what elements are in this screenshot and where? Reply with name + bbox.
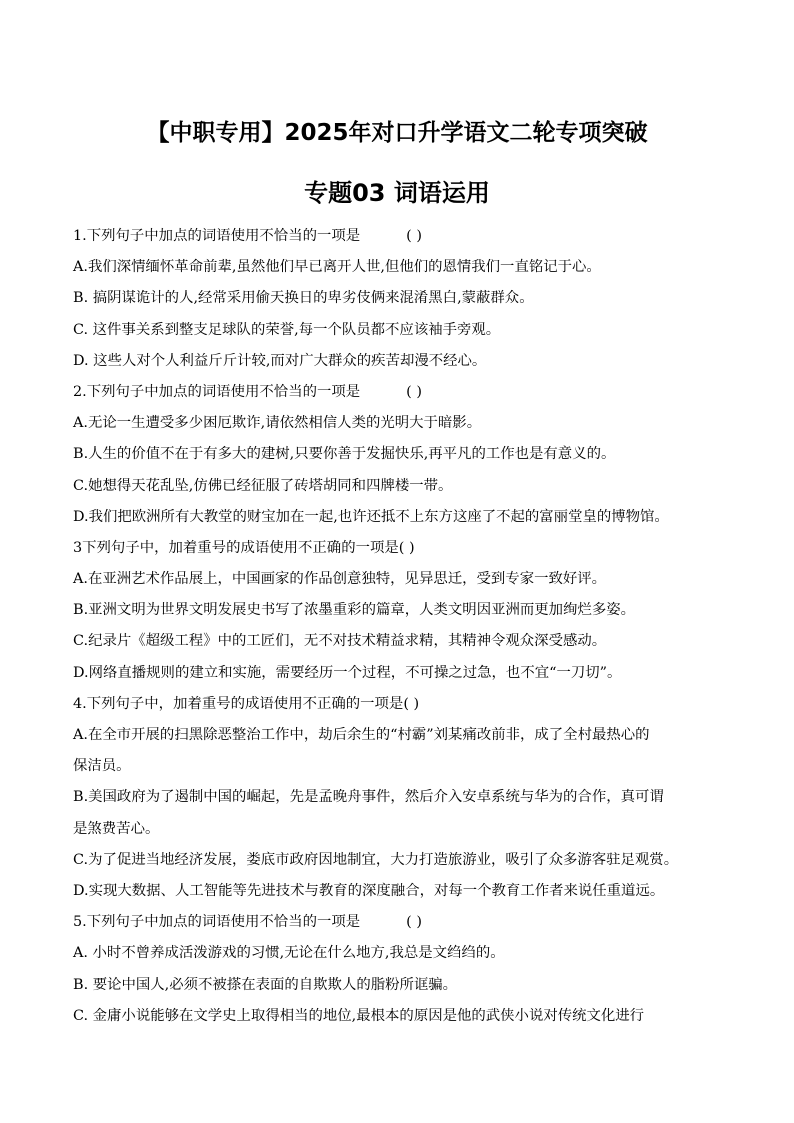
question-option: A.在亚洲艺术作品展上，中国画家的作品创意独特，见异思迁，受到专家一致好评。: [73, 571, 607, 588]
question-option: B.人生的价值不在于有多大的建树,只要你善于发掘快乐,再平凡的工作也是有意义的。: [73, 446, 616, 463]
question-option: D. 这些人对个人利益斤斤计较,而对广大群众的疾苦却漫不经心。: [73, 352, 487, 369]
question-option: B.美国政府为了遏制中国的崛起，先是孟晚舟事件，然后介入安卓系统与华为的合作，真可谓: [73, 789, 664, 806]
question-option-continued: 保洁员。: [73, 758, 131, 775]
answer-blank: ( ): [406, 383, 422, 400]
question-stem: 1.下列句子中加点的词语使用不恰当的一项是 ( ): [73, 221, 753, 252]
question-option: A.无论一生遭受多少困厄欺诈,请依然相信人类的光明大于暗影。: [73, 415, 482, 432]
question-option: C.纪录片《超级工程》中的工匠们，无不对技术精益求精，其精神令观众深受感动。: [73, 633, 607, 650]
question-option: D.我们把欧洲所有大教堂的财宝加在一起,也许还抵不上东方这座了不起的富丽堂皇的博物馆。: [73, 508, 669, 525]
question-option-continued: 是煞费苦心。: [73, 820, 160, 837]
question-stem: 5.下列句子中加点的词语使用不恰当的一项是 ( ): [73, 907, 753, 938]
question-stem: 4.下列句子中，加着重号的成语使用不正确的一项是( ): [73, 695, 420, 712]
question-option: A.在全市开展的扫黑除恶整治工作中，劫后余生的“村霸”刘某痛改前非，成了全村最热心的: [73, 727, 650, 743]
question-option: B. 搞阴谋诡计的人,经常采用偷天换日的卑劣伎俩来混淆黑白,蒙蔽群众。: [73, 290, 534, 307]
question-option: C.为了促进当地经济发展，娄底市政府因地制宜，大力打造旅游业，吸引了众多游客驻足观赏。: [73, 851, 679, 868]
question-option: A.我们深情缅怀革命前辈,虽然他们早已离开人世,但他们的恩情我们一直铭记于心。: [73, 259, 601, 276]
document-subtitle: 专题03 词语运用: [304, 179, 490, 207]
question-option: C. 这件事关系到整支足球队的荣誉,每一个队员都不应该袖手旁观。: [73, 321, 501, 338]
document-title: 【中职专用】2025年对口升学语文二轮专项突破: [146, 120, 648, 146]
question-stem: 3下列句子中，加着重号的成语使用不正确的一项是( ): [73, 539, 415, 556]
question-stem: 2.下列句子中加点的词语使用不恰当的一项是 ( ): [73, 377, 753, 408]
question-option: C.她想得天花乱坠,仿佛已经征服了砖塔胡同和四牌楼一带。: [73, 477, 453, 494]
answer-blank: ( ): [406, 228, 422, 244]
question-option: B.亚洲文明为世界文明发展史书写了浓墨重彩的篇章，人类文明因亚洲而更加绚烂多姿。: [73, 602, 635, 619]
answer-blank: ( ): [406, 914, 422, 931]
question-option: D.实现大数据、人工智能等先进技术与教育的深度融合，对每一个教育工作者来说任重道远。: [73, 882, 665, 899]
question-option: B. 要论中国人,必须不被搽在表面的自欺欺人的脂粉所诓骗。: [73, 976, 458, 993]
question-option: D.网络直播规则的建立和实施，需要经历一个过程，不可操之过急，也不宜“一刀切”。: [73, 664, 622, 681]
question-list: [73, 221, 753, 1032]
question-option: A. 小时不曾养成活泼游戏的习惯,无论在什么地方,我总是文绉绉的。: [73, 945, 505, 962]
question-option: C. 金庸小说能够在文学史上取得相当的地位,最根本的原因是他的武侠小说对传统文化进行: [73, 1007, 645, 1024]
